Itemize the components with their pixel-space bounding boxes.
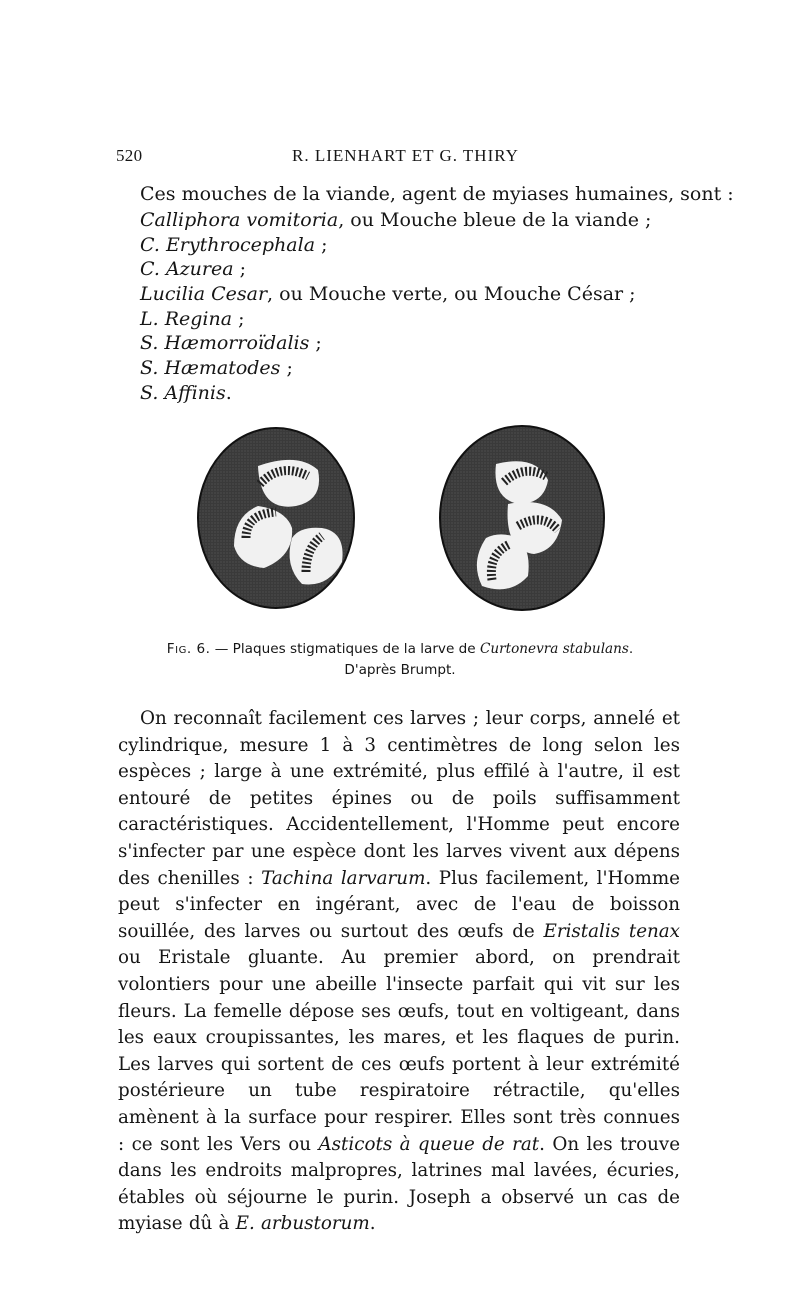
italic-term: Eristalis tenax [543,920,680,942]
species-description: ; [280,357,293,380]
caption-source: D'après Brumpt. [344,662,456,678]
caption-line [120,639,680,660]
italic-term: Asticots à queue de rat [318,1133,540,1155]
caption-end: . [628,641,634,657]
figure-stigmatic-plates [196,420,616,620]
species-description: , ou Mouche verte, ou Mouche César ; [267,283,636,306]
stigmatic-plate-right [440,426,604,610]
stigmatic-plate-left [198,428,354,608]
species-item [140,257,685,282]
species-name: Calliphora vomitoria [140,209,339,231]
species-item [140,356,685,381]
species-item [140,208,685,233]
species-name: Lucilia Cesar [140,283,268,306]
text-run: On reconnaît facilement ces larves ; leur corps, annelé et cylindrique, mesure 1 à 3 centimètres de long selon les espèces ; large à une extrémité, plus effilé à l'autre, il est entouré de petites épines ou de poils suffisamment caractéristiques. Accidentellement, l'Homme peut encore s'infecter par une espèce dont les larves vivent aux dépens des chenilles : [118,708,680,889]
species-item [140,307,685,332]
species-name: C. Azurea [140,258,234,281]
figure-caption [120,639,680,681]
text-run: . On les trouve dans les endroits malpropres, latrines mal lavées, écuries, étables où séjourne le purin. Joseph a observé un cas de myiase dû à [118,1133,681,1235]
body-paragraph [118,706,680,1238]
species-item [140,331,685,356]
species-item [140,381,685,406]
italic-term: Tachina larvarum [261,867,426,889]
species-item [140,233,685,258]
species-name: S. Affinis [140,381,226,404]
species-item [140,282,685,307]
text-run: . [369,1213,376,1235]
page-header [116,146,679,170]
text-run: . Plus facilement, l'Homme peut s'infecter en ingérant, avec de l'eau de boisson souillée, des larves ou surtout des œufs de [118,867,680,942]
species-list [140,208,685,406]
text-run: ou Eristale gluante. Au premier abord, on prendrait volontiers pour une abeille l'insecte parfait qui vit sur les fleurs. La femelle dépose ses œufs, tout en voltigeant, dans les eaux croupissantes, les mares, et les flaques de purin. Les larves qui sortent de ces œufs portent à leur extrémité postérieure un tube respiratoire rétractile, qu'elles amènent à la surface pour respirer. Elles sont très connues : ce sont les Vers ou [118,947,680,1155]
caption-text: — Plaques stigmatiques de la larve de [210,641,480,657]
caption-species: Curtonevra stabulans [479,641,629,657]
running-head: R. LIENHART ET G. THIRY [292,146,519,165]
page-number: 520 [116,146,143,165]
species-name: L. Regina [140,307,233,330]
figure-label: Fig. 6. [166,641,211,657]
italic-term: E. arbustorum [235,1213,370,1235]
figure-drawing [196,420,616,620]
species-name: S. Hæmatodes [140,357,281,380]
species-intro: Ces mouches de la viande, agent de myiases humaines, sont : [140,183,734,205]
species-description: . [225,381,232,404]
species-description: ; [232,307,245,330]
species-description: , ou Mouche bleue de la viande ; [338,209,652,231]
species-description: ; [315,233,328,256]
species-description: ; [233,258,247,281]
species-name: C. Erythrocephala [140,233,316,256]
species-name: S. Hæmorroïdalis [140,332,310,355]
species-description: ; [309,332,322,355]
